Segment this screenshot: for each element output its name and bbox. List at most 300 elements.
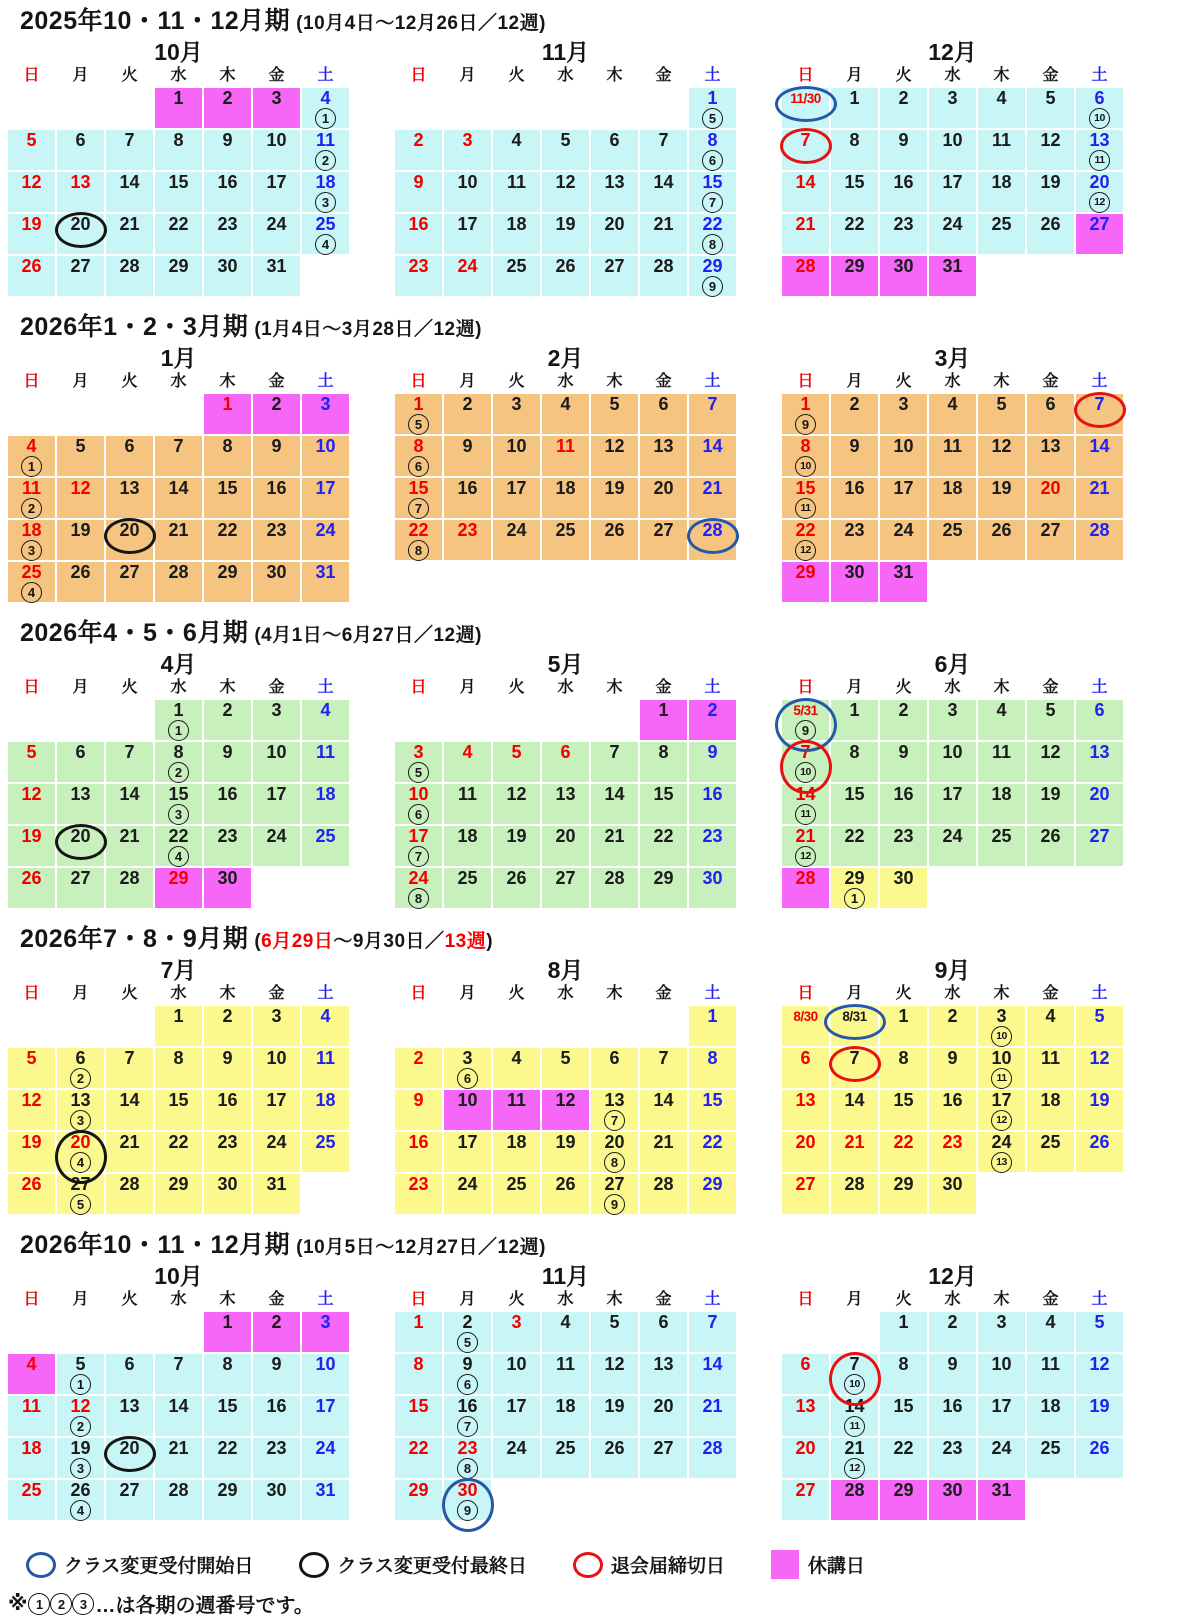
empty-cell [1076,1174,1123,1214]
week-number: 7 [702,192,723,213]
day-header-cell: 水 [557,679,574,696]
date-cell [1027,1048,1074,1088]
date-number: 12 [70,478,91,498]
date-cell [57,1354,104,1394]
date-number: 28 [168,1480,189,1500]
date-number: 19 [555,214,576,234]
date-number: 1 [173,88,184,108]
date-number: 1 [222,394,233,414]
date-cell [395,478,442,518]
date-cell [640,520,687,560]
empty-cell [444,700,491,740]
date-cell [782,1132,829,1172]
date-cell [155,1132,202,1172]
date-number: 6 [124,436,135,456]
day-header-cell: 水 [170,679,187,696]
date-number: 16 [266,478,287,498]
closed-day-cell [253,1312,300,1352]
date-number: 10 [991,1354,1012,1374]
date-cell [106,130,153,170]
date-number: 18 [555,478,576,498]
date-number: 24 [991,1438,1012,1458]
date-number: 2 [222,700,233,720]
date-number: 3 [996,1006,1007,1026]
date-cell [1076,130,1123,170]
date-number: 6 [124,1354,135,1374]
date-cell [591,172,638,212]
date-cell [395,1354,442,1394]
day-header-cell: 水 [557,985,574,1002]
date-cell [204,520,251,560]
date-number: 13 [604,172,625,192]
week-number: 13 [991,1152,1012,1173]
date-cell [302,478,349,518]
date-cell [880,1174,927,1214]
date-cell [880,700,927,740]
date-cell [689,478,736,518]
week-number: 1 [21,456,42,477]
closed-day-cell [929,1480,976,1520]
closed-day-cell [782,868,829,908]
closed-day-cell [204,1312,251,1352]
date-cell [542,214,589,254]
date-number: 12 [555,1090,576,1110]
closed-day-cell [542,1090,589,1130]
date-number: 16 [942,1090,963,1110]
date-cell [395,1396,442,1436]
date-number: 12 [1040,742,1061,762]
date-cell [640,256,687,296]
date-cell [978,1312,1025,1352]
date-cell [302,1396,349,1436]
date-number: 28 [119,868,140,888]
date-cell [57,130,104,170]
week-number: 11 [795,804,816,825]
date-cell [253,1396,300,1436]
closed-day-cell [204,394,251,434]
date-number: 29 [893,1480,914,1500]
date-cell [302,1354,349,1394]
date-number: 4 [511,1048,522,1068]
date-cell [106,520,153,560]
date-cell [204,1048,251,1088]
date-number: 11 [315,742,336,762]
date-number: 14 [168,1396,189,1416]
day-header-cell: 日 [410,373,427,390]
date-cell [8,1090,55,1130]
date-number: 3 [320,1312,331,1332]
date-number: 14 [844,1090,865,1110]
date-cell [1027,1396,1074,1436]
day-header-cell: 火 [895,985,912,1002]
date-cell [155,214,202,254]
date-cell [978,1132,1025,1172]
date-number: 18 [991,172,1012,192]
empty-cell [57,394,104,434]
date-cell [8,784,55,824]
date-cell [1076,1354,1123,1394]
date-cell [155,1048,202,1088]
date-cell [204,742,251,782]
date-cell [444,1480,491,1520]
closed-day-cell [880,562,927,602]
date-number: 8 [849,130,860,150]
day-header-cell: 火 [121,67,138,84]
date-cell [493,1438,540,1478]
date-cell [57,1048,104,1088]
date-number: 24 [506,1438,527,1458]
day-header-cell: 月 [459,679,476,696]
date-cell [782,1438,829,1478]
day-header-cell: 月 [459,1291,476,1308]
date-number: 24 [942,826,963,846]
date-number: 14 [168,478,189,498]
date-cell [782,172,829,212]
date-number: 16 [457,478,478,498]
date-number: 3 [511,394,522,414]
day-header-cell: 水 [170,1291,187,1308]
closed-day-cell [782,256,829,296]
date-number: 19 [604,478,625,498]
date-number: 28 [653,256,674,276]
day-header-cell: 火 [121,985,138,1002]
date-number: 11 [1040,1048,1061,1068]
date-number: 25 [21,1480,42,1500]
day-header-cell: 木 [993,1291,1010,1308]
date-number: 28 [795,256,816,276]
empty-cell [1076,1480,1123,1520]
date-number: 9 [413,172,424,192]
date-number: 2 [462,1312,473,1332]
date-cell [106,784,153,824]
date-cell [831,520,878,560]
date-number: 27 [70,868,91,888]
empty-cell [1076,562,1123,602]
date-number: 17 [408,826,429,846]
date-number: 20 [119,1438,140,1458]
day-header-cell: 火 [508,985,525,1002]
date-cell [1076,394,1123,434]
date-cell [493,394,540,434]
day-header-cell: 水 [557,1291,574,1308]
week-number: 2 [315,150,336,171]
date-number: 7 [609,742,620,762]
date-cell [831,436,878,476]
date-number: 5 [1045,700,1056,720]
subtitle-segment: (10月5日～12月27日／12週) [296,1237,546,1258]
date-cell [8,478,55,518]
date-cell [831,172,878,212]
date-number: 30 [266,1480,287,1500]
date-number: 3 [947,88,958,108]
day-header-cell: 日 [410,67,427,84]
empty-cell [57,700,104,740]
date-cell [591,868,638,908]
date-number: 29 [217,562,238,582]
date-number: 21 [1089,478,1110,498]
week-number: 8 [408,888,429,909]
date-number: 29 [168,868,189,888]
date-number: 3 [511,1312,522,1332]
date-number: 17 [266,172,287,192]
date-cell [1076,88,1123,128]
date-cell [106,436,153,476]
day-header-cell: 月 [72,67,89,84]
quarter-block-3 [8,618,1200,908]
date-cell [8,868,55,908]
month-title: 12月 [928,39,977,65]
calendar-grid [395,1290,736,1520]
date-cell [978,478,1025,518]
date-cell [782,784,829,824]
date-cell [929,130,976,170]
date-cell [782,394,829,434]
date-number: 13 [119,1396,140,1416]
date-number: 17 [991,1090,1012,1110]
date-cell [929,436,976,476]
day-header-cell: 日 [23,1291,40,1308]
date-number: 15 [893,1090,914,1110]
date-number: 23 [217,1132,238,1152]
date-cell [929,1438,976,1478]
date-number: 1 [707,88,718,108]
date-cell [880,1396,927,1436]
empty-cell [8,1006,55,1046]
date-cell [253,478,300,518]
quarter-block-5 [8,1230,1200,1520]
date-cell [302,562,349,602]
date-cell [1027,436,1074,476]
day-header-cell: 木 [993,67,1010,84]
date-number: 15 [168,784,189,804]
date-cell [395,130,442,170]
date-cell [1027,1090,1074,1130]
date-number: 12 [555,172,576,192]
month-block [395,39,736,296]
date-number: 5 [1094,1006,1105,1026]
week-number: 8 [457,1458,478,1479]
quarter-months [8,39,1200,296]
quarter-subtitle [254,931,493,952]
date-number: 15 [408,478,429,498]
date-number: 23 [457,1438,478,1458]
month-block [8,345,349,602]
date-cell [929,172,976,212]
date-cell [782,826,829,866]
empty-cell [591,700,638,740]
date-number: 5 [26,742,37,762]
week-number: 10 [991,1026,1012,1047]
date-number: 1 [707,1006,718,1026]
week-number: 11 [991,1068,1012,1089]
subtitle-segment: 13週 [444,931,487,952]
date-cell [57,1090,104,1130]
date-cell [880,1132,927,1172]
date-number: 2 [898,88,909,108]
date-number: 8 [707,130,718,150]
empty-cell [1027,1480,1074,1520]
date-number: 29 [168,256,189,276]
date-number: 21 [119,1132,140,1152]
date-cell [689,1396,736,1436]
date-number: 18 [21,1438,42,1458]
date-number: 28 [702,520,723,540]
date-cell [57,172,104,212]
date-number: 10 [506,1354,527,1374]
date-number: 12 [1089,1354,1110,1374]
empty-cell [395,88,442,128]
date-number: 5 [609,1312,620,1332]
empty-cell [978,868,1025,908]
date-number: 15 [168,1090,189,1110]
note-week-digit: 3 [72,1593,94,1615]
date-cell [1076,478,1123,518]
date-number: 11 [506,1090,527,1110]
day-header-cell: 土 [317,67,334,84]
date-number: 9 [462,1354,473,1374]
date-number: 7 [658,130,669,150]
week-number: 10 [844,1374,865,1395]
date-cell [1076,1048,1123,1088]
date-number: 24 [991,1132,1012,1152]
date-cell [493,214,540,254]
date-cell [591,1312,638,1352]
date-cell [591,1438,638,1478]
closed-day-cell [831,562,878,602]
date-number: 20 [604,214,625,234]
week-number: 4 [70,1152,91,1173]
date-cell [978,1438,1025,1478]
week-number: 2 [70,1068,91,1089]
date-number: 26 [604,1438,625,1458]
date-number: 22 [408,520,429,540]
date-number: 19 [70,1438,91,1458]
date-number: 6 [75,1048,86,1068]
date-number: 22 [217,1438,238,1458]
date-number: 21 [653,214,674,234]
legend-item [771,1550,865,1579]
date-number: 23 [702,826,723,846]
date-cell [493,826,540,866]
date-cell [542,784,589,824]
week-number: 4 [315,234,336,255]
date-number: 13 [795,1396,816,1416]
week-number: 8 [408,540,429,561]
week-number: 10 [1089,108,1110,129]
date-number: 24 [506,520,527,540]
date-number: 21 [119,826,140,846]
date-cell [1076,1312,1123,1352]
week-number: 4 [70,1500,91,1521]
date-number: 4 [26,436,37,456]
date-number: 19 [21,1132,42,1152]
date-cell [8,1174,55,1214]
date-number: 5 [75,436,86,456]
date-number: 13 [1089,742,1110,762]
date-cell [57,1438,104,1478]
quarter-block-2 [8,312,1200,602]
date-number: 22 [653,826,674,846]
date-cell [880,1048,927,1088]
date-number: 24 [942,214,963,234]
date-number: 27 [653,1438,674,1458]
date-number: 18 [942,478,963,498]
date-cell [395,868,442,908]
date-cell [155,1396,202,1436]
date-cell [395,1438,442,1478]
date-number: 10 [457,1090,478,1110]
date-number: 18 [555,1396,576,1416]
date-number: 7 [124,130,135,150]
empty-cell [8,700,55,740]
date-number: 18 [315,1090,336,1110]
date-number: 23 [408,256,429,276]
date-cell [444,784,491,824]
date-number: 30 [217,256,238,276]
date-number: 5 [511,742,522,762]
date-number: 29 [168,1174,189,1194]
date-cell [978,172,1025,212]
closed-day-cell [880,256,927,296]
date-number: 8 [849,742,860,762]
date-cell [8,1132,55,1172]
month-block [782,957,1123,1214]
date-number: 4 [996,88,1007,108]
date-cell [978,742,1025,782]
date-number: 4 [560,394,571,414]
month-block [8,651,349,908]
date-number: 4 [320,700,331,720]
date-number: 7 [124,1048,135,1068]
date-cell [57,1132,104,1172]
date-number: 19 [604,1396,625,1416]
date-number: 28 [653,1174,674,1194]
quarter-title [20,924,1200,957]
legend-item [26,1551,253,1578]
date-number: 4 [462,742,473,762]
week-number: 3 [21,540,42,561]
date-number: 1 [898,1312,909,1332]
week-number: 2 [21,498,42,519]
date-number: 27 [1089,214,1110,234]
date-cell [302,826,349,866]
date-cell [1027,478,1074,518]
date-number: 22 [702,1132,723,1152]
date-cell [106,1174,153,1214]
month-title: 2月 [547,345,584,371]
date-cell [395,172,442,212]
week-number: 7 [408,498,429,519]
date-cell [253,742,300,782]
day-header-cell: 水 [170,67,187,84]
date-cell [591,1174,638,1214]
date-cell [155,1354,202,1394]
date-cell [591,1354,638,1394]
date-cell [880,826,927,866]
date-number: 12 [21,784,42,804]
date-cell [929,1174,976,1214]
date-cell [591,784,638,824]
date-number: 29 [217,1480,238,1500]
week-number: 6 [408,804,429,825]
date-cell [106,1048,153,1088]
day-header-cell: 木 [606,1291,623,1308]
date-cell [1027,826,1074,866]
date-number: 23 [844,520,865,540]
date-number: 26 [70,1480,91,1500]
date-cell [444,1354,491,1394]
date-number: 29 [408,1480,429,1500]
